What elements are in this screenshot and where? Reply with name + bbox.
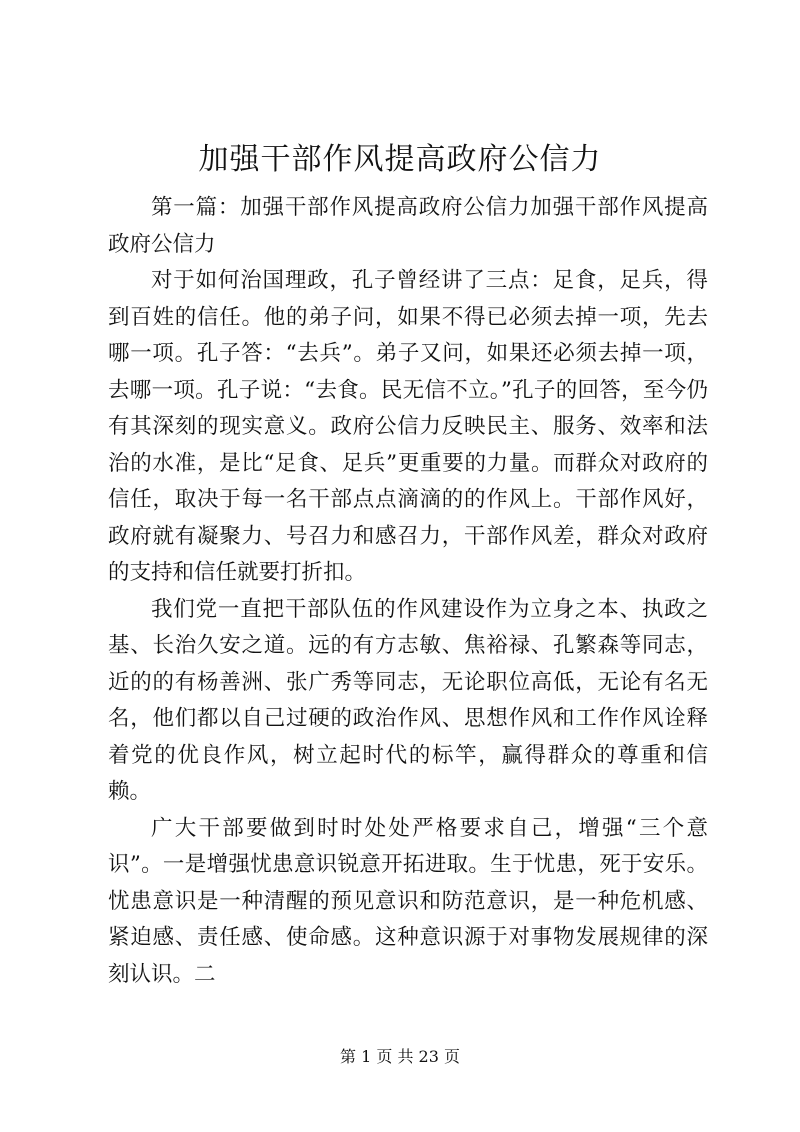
document-body (108, 190, 708, 993)
page-footer: 第 1 页 共 23 页 (340, 1047, 460, 1066)
paragraph: 我们党一直把干部队伍的作风建设作为立身之本、执政之基、长治久安之道。远的有方志敏、焦裕禄、孔繁森等同志，近的的有杨善洲、张广秀等同志，无论职位高低，无论有名无名，他们都以自己过硬的政治作风、思想作风和工作作风诠释着党的优良作风，树立起时代的标竿，赢得群众的尊重和信赖。 (108, 596, 708, 804)
paragraph: 广大干部要做到时时处处严格要求自己，增强“三个意识”。一是增强忧患意识锐意开拓进取。生于忧患，死于安乐。忧患意识是一种清醒的预见意识和防范意识，是一种危机感、紧迫感、责任感、使命感。这种意识源于对事物发展规律的深刻认识。二 (108, 815, 708, 987)
paragraph-heading: 第一篇：加强干部作风提高政府公信力加强干部作风提高政府公信力 (108, 195, 708, 257)
document-title: 加强干部作风提高政府公信力 (198, 142, 602, 177)
paragraph: 对于如何治国理政，孔子曾经讲了三点：足食，足兵，得到百姓的信任。他的弟子问，如果不得已必须去掉一项，先去哪一项。孔子答：“去兵”。弟子又问，如果还必须去掉一项，去哪一项。孔子说：“去食。民无信不立。”孔子的回答，至今仍有其深刻的现实意义。政府公信力反映民主、服务、效率和法治的水准，是比“足食、足兵”更重要的力量。而群众对政府的信任，取决于每一名干部点点滴滴的的作风上。干部作风好，政府就有凝聚力、号召力和感召力，干部作风差，群众对政府的支持和信任就要打折扣。 (108, 268, 708, 585)
